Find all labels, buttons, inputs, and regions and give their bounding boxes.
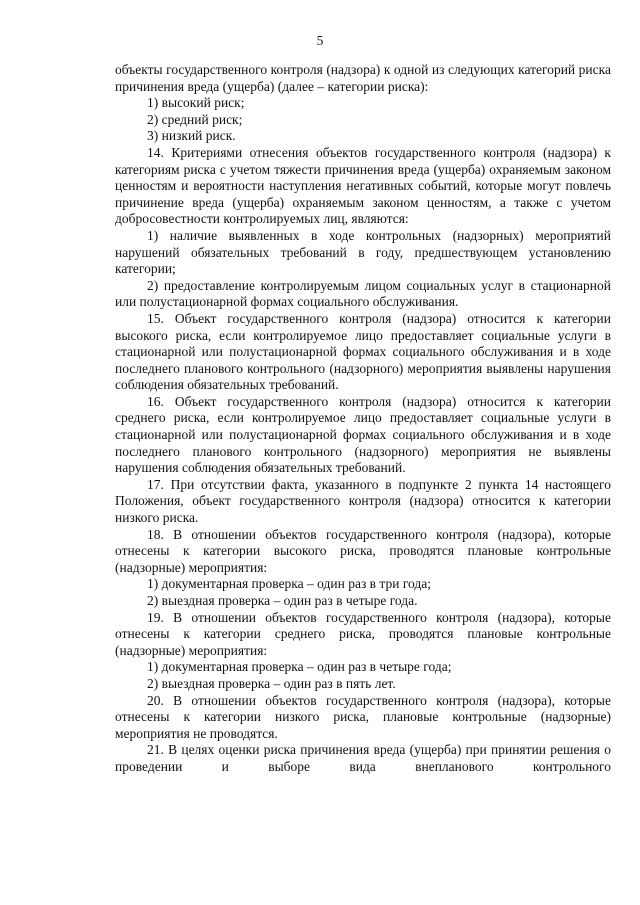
paragraph: объекты государственного контроля (надзора) к одной из следующих категорий риска причинения вреда (ущерба) (далее – категории риска):	[115, 62, 611, 94]
page-number: 5	[316, 33, 324, 48]
paragraph: 2) средний риск;	[147, 111, 243, 127]
paragraph: 17. При отсутствии факта, указанного в подпункте 2 пункта 14 настоящего Положения, объект государственного контроля (надзора) относится к категории низкого риска.	[115, 476, 611, 526]
paragraph: 3) низкий риск.	[147, 128, 236, 144]
paragraph: 20. В отношении объектов государственного контроля (надзора), которые отнесены к категории низкого риска, плановые контрольные (надзорные) мероприятия не проводятся.	[115, 692, 611, 741]
paragraph: 15. Объект государственного контроля (надзора) относится к категории высокого риска, если контролируемое лицо предоставляет социальные услуги в стационарной или полустационарной формах социального обслуживания и в ходе последнего планового контрольного (надзорного) мероприятия выявлены нарушения соблюдения обязательных требований.	[115, 310, 611, 393]
paragraph: 14. Критериями отнесения объектов государственного контроля (надзора) к категориям риска с учетом тяжести причинения вреда (ущерба) охраняемым законом ценностям и вероятности наступления негативных событий, которые могут повлечь причинение вреда (ущерба) охраняемым законом ценностям, а также с учетом добросовестности контролируемых лиц, являются:	[115, 144, 611, 227]
paragraph: 1) документарная проверка – один раз в три года;	[147, 576, 431, 592]
paragraph: 2) предоставление контролируемым лицом социальных услуг в стационарной или полустационарной формах социального обслуживания.	[115, 277, 611, 310]
paragraph: 18. В отношении объектов государственного контроля (надзора), которые отнесены к категории высокого риска, проводятся плановые контрольные (надзорные) мероприятия:	[115, 526, 611, 575]
paragraph: 1) высокий риск;	[147, 95, 245, 111]
paragraph: 1) документарная проверка – один раз в четыре года;	[147, 659, 452, 675]
paragraph: 21. В целях оценки риска причинения вреда (ущерба) при принятии решения о проведении и выборе вида внепланового контрольного	[115, 742, 611, 774]
paragraph: 16. Объект государственного контроля (надзора) относится к категории среднего риска, если контролируемое лицо предоставляет социальные услуги в стационарной или полустационарной формах социального обслуживания и в ходе последнего планового контрольного (надзорного) мероприятия не выявлены нарушения соблюдения обязательных требований.	[115, 393, 611, 476]
paragraph: 1) наличие выявленных в ходе контрольных (надзорных) мероприятий нарушений обязательных требований в году, предшествующем установлению категории;	[115, 227, 611, 277]
paragraph: 2) выездная проверка – один раз в четыре года.	[147, 593, 418, 608]
document-body	[115, 62, 611, 776]
paragraph: 2) выездная проверка – один раз в пять лет.	[147, 675, 396, 691]
paragraph: 19. В отношении объектов государственного контроля (надзора), которые отнесены к категории среднего риска, проводятся плановые контрольные (надзорные) мероприятия:	[115, 609, 611, 658]
